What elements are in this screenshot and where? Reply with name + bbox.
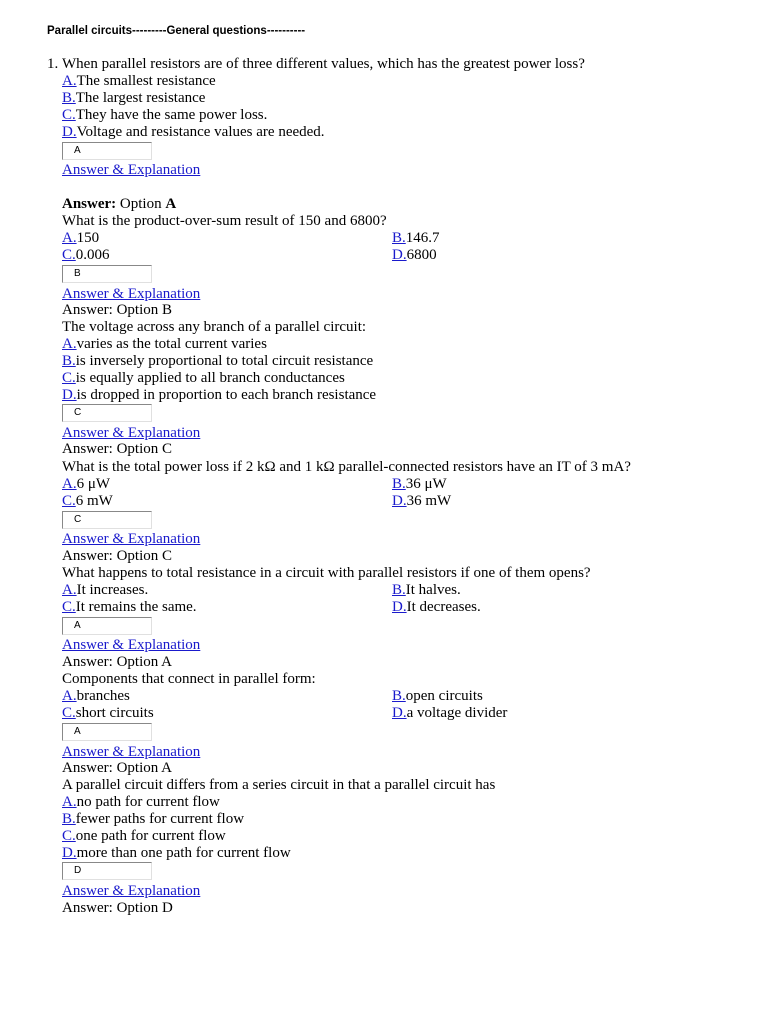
option-b: B.fewer paths for current flow xyxy=(62,811,245,827)
answer-line: Answer: Option A xyxy=(62,654,172,670)
answer-line: Answer: Option D xyxy=(62,900,173,916)
option-d: D.is dropped in proportion to each branch resistance xyxy=(62,387,377,403)
answer-input[interactable]: C xyxy=(62,511,152,529)
option-d: D.36 mW xyxy=(392,493,452,509)
question-1-text: 1. When parallel resistors are of three different values, which has the greatest power loss? xyxy=(47,56,585,72)
option-b: B.146.7 xyxy=(392,230,440,246)
answer-explanation-link[interactable]: Answer & Explanation xyxy=(62,425,201,441)
option-d-link[interactable]: D. xyxy=(392,705,407,721)
option-b-link[interactable]: B. xyxy=(392,582,406,598)
option-d-link[interactable]: D. xyxy=(62,124,77,140)
option-row xyxy=(62,599,762,616)
option-d: D.Voltage and resistance values are needed. xyxy=(62,124,325,140)
answer-line: Answer: Option A xyxy=(62,760,172,776)
option-c: C.short circuits xyxy=(62,705,154,721)
answer-input[interactable]: A xyxy=(62,723,152,741)
question-5 xyxy=(62,565,762,616)
option-c-link[interactable]: C. xyxy=(62,705,76,721)
option-b: B.is inversely proportional to total circuit resistance xyxy=(62,353,374,369)
option-row xyxy=(62,230,762,247)
answer-explanation-link[interactable]: Answer & Explanation xyxy=(62,883,201,899)
page-header: Parallel circuits---------General questions---------- xyxy=(47,25,306,37)
option-b-link[interactable]: B. xyxy=(62,353,76,369)
question-2 xyxy=(62,213,762,264)
option-c-link[interactable]: C. xyxy=(62,370,76,386)
question-text: What is the product-over-sum result of 150 and 6800? xyxy=(62,213,387,229)
option-b: B.open circuits xyxy=(392,688,483,704)
option-a-link[interactable]: A. xyxy=(62,73,77,89)
answer-input[interactable]: B xyxy=(62,265,152,283)
option-b-link[interactable]: B. xyxy=(392,688,406,704)
option-b: B.The largest resistance xyxy=(62,90,206,106)
question-text: What happens to total resistance in a circuit with parallel resistors if one of them opens? xyxy=(62,565,591,581)
option-row xyxy=(62,247,762,264)
option-a: A.6 μW xyxy=(62,476,111,492)
answer-line: Answer: Option B xyxy=(62,302,172,318)
option-c-link[interactable]: C. xyxy=(62,599,76,615)
option-c: C.0.006 xyxy=(62,247,110,263)
option-b-link[interactable]: B. xyxy=(62,811,76,827)
option-c: C.It remains the same. xyxy=(62,599,197,615)
answer-explanation-link[interactable]: Answer & Explanation xyxy=(62,744,201,760)
option-b-link[interactable]: B. xyxy=(62,90,76,106)
answer-explanation-link[interactable]: Answer & Explanation xyxy=(62,637,201,653)
question-text: A parallel circuit differs from a series circuit in that a parallel circuit has xyxy=(62,777,496,793)
question-1-options xyxy=(62,73,762,141)
option-d-link[interactable]: D. xyxy=(392,247,407,263)
option-c-link[interactable]: C. xyxy=(62,493,76,509)
answer-explanation-link[interactable]: Answer & Explanation xyxy=(62,531,201,547)
option-c: C.They have the same power loss. xyxy=(62,107,268,123)
answer-input[interactable]: C xyxy=(62,404,152,422)
option-c-link[interactable]: C. xyxy=(62,828,76,844)
option-a: A.The smallest resistance xyxy=(62,73,216,89)
answer-explanation-link[interactable]: Answer & Explanation xyxy=(62,286,201,302)
option-a-link[interactable]: A. xyxy=(62,688,77,704)
option-row xyxy=(62,476,762,493)
option-d: D.6800 xyxy=(392,247,437,263)
question-number: 1. xyxy=(47,56,59,72)
option-b-link[interactable]: B. xyxy=(392,230,406,246)
question-text: What is the total power loss if 2 kΩ and 1 kΩ parallel-connected resistors have an IT of 3 mA? xyxy=(62,459,631,475)
option-b: B.It halves. xyxy=(392,582,461,598)
option-a-link[interactable]: A. xyxy=(62,582,77,598)
option-a-link[interactable]: A. xyxy=(62,476,77,492)
option-b: B.36 μW xyxy=(392,476,447,492)
option-a-link[interactable]: A. xyxy=(62,336,77,352)
option-d-link[interactable]: D. xyxy=(62,387,77,403)
question-text: The voltage across any branch of a parallel circuit: xyxy=(62,319,367,335)
option-row xyxy=(62,493,762,510)
question-3 xyxy=(62,319,762,404)
answer-line: Answer: Option A xyxy=(62,196,177,212)
question-4 xyxy=(62,459,762,510)
option-d: D.It decreases. xyxy=(392,599,481,615)
option-a-link[interactable]: A. xyxy=(62,794,77,810)
question-6 xyxy=(62,671,762,722)
option-a-link[interactable]: A. xyxy=(62,230,77,246)
answer-line: Answer: Option C xyxy=(62,441,172,457)
answer-explanation-link[interactable]: Answer & Explanation xyxy=(62,162,201,178)
option-row xyxy=(62,688,762,705)
option-c-link[interactable]: C. xyxy=(62,247,76,263)
option-c: C.is equally applied to all branch conductances xyxy=(62,370,345,386)
option-d-link[interactable]: D. xyxy=(392,599,407,615)
option-d-link[interactable]: D. xyxy=(392,493,407,509)
answer-input[interactable]: A xyxy=(62,142,152,160)
option-c-link[interactable]: C. xyxy=(62,107,76,123)
option-row xyxy=(62,705,762,722)
option-c: C.6 mW xyxy=(62,493,113,509)
option-a: A.It increases. xyxy=(62,582,149,598)
answer-input[interactable]: D xyxy=(62,862,152,880)
option-row xyxy=(62,582,762,599)
answer-line: Answer: Option C xyxy=(62,548,172,564)
option-c: C.one path for current flow xyxy=(62,828,226,844)
option-d-link[interactable]: D. xyxy=(62,845,77,861)
option-d: D.more than one path for current flow xyxy=(62,845,291,861)
option-b-link[interactable]: B. xyxy=(392,476,406,492)
option-a: A.varies as the total current varies xyxy=(62,336,267,352)
option-a: A.branches xyxy=(62,688,130,704)
option-d: D.a voltage divider xyxy=(392,705,508,721)
option-a: A.150 xyxy=(62,230,100,246)
question-text: Components that connect in parallel form: xyxy=(62,671,316,687)
question-7 xyxy=(62,777,762,862)
answer-input[interactable]: A xyxy=(62,617,152,635)
option-a: A.no path for current flow xyxy=(62,794,220,810)
